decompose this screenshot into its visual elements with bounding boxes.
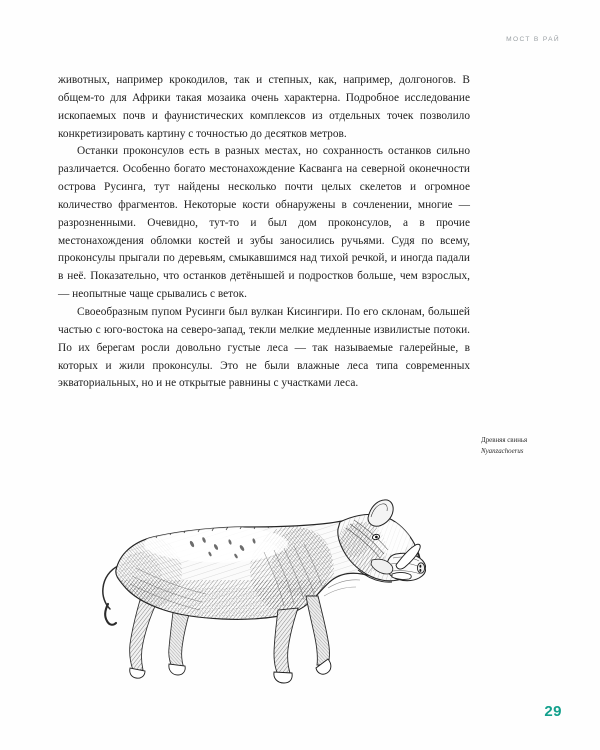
pig-head xyxy=(334,500,426,588)
text-column xyxy=(58,72,470,393)
figure-caption-title: Древняя свинья xyxy=(481,437,528,444)
figure-caption-latin-name: Nyanzachoerus xyxy=(481,447,524,455)
body-paragraph: Останки проконсулов есть в разных местах, но сохранность останков сильно различается. Особенно богато местонахождение Касванга на северной оконечности острова Русинга, тут найдены несколько почти целых скелетов и огромное количество фрагментов. Некоторые кости обнаружены в сочленении, многие — разрозненными. Очевидно, тут-то и был дом проконсулов, а в прочие местонахождения обломки костей и зубы заносились ручьями. Судя по всему, проконсулы прыгали по деревьям, смыкавшимся над тихой речкой, и иногда падали в неё. Показательно, что останков детёнышей и подростков больше, чем взрослых, — неопытные чаще срывались с веток. xyxy=(58,145,470,301)
body-paragraph: животных, например крокодилов, так и степных, как, например, долгоногов. В общем-то для Африки такая мозаика очень характерна. Подробное исследование ископаемых почв и фаунистических комплексов из отдельных точек позволило конкретизировать картину с точностью до десятков метров. xyxy=(58,74,470,140)
ancient-pig-illustration xyxy=(96,492,426,692)
figure-caption xyxy=(481,436,585,457)
running-head: МОСТ В РАЙ xyxy=(506,36,560,43)
page-number: 29 xyxy=(544,703,562,720)
pig-drawing-group xyxy=(96,500,426,683)
body-paragraph: Своеобразным пупом Русинги был вулкан Кисингири. По его склонам, большей частью с юго-востока на северо-запад, текли мелкие медленные извилистые потоки. По их берегам росли довольно густые леса — так называемые галерейные, в которых и жили проконсулы. Это не были влажные леса типа современных экваториальных, но и не открытые равнины с участками леса. xyxy=(58,305,470,390)
